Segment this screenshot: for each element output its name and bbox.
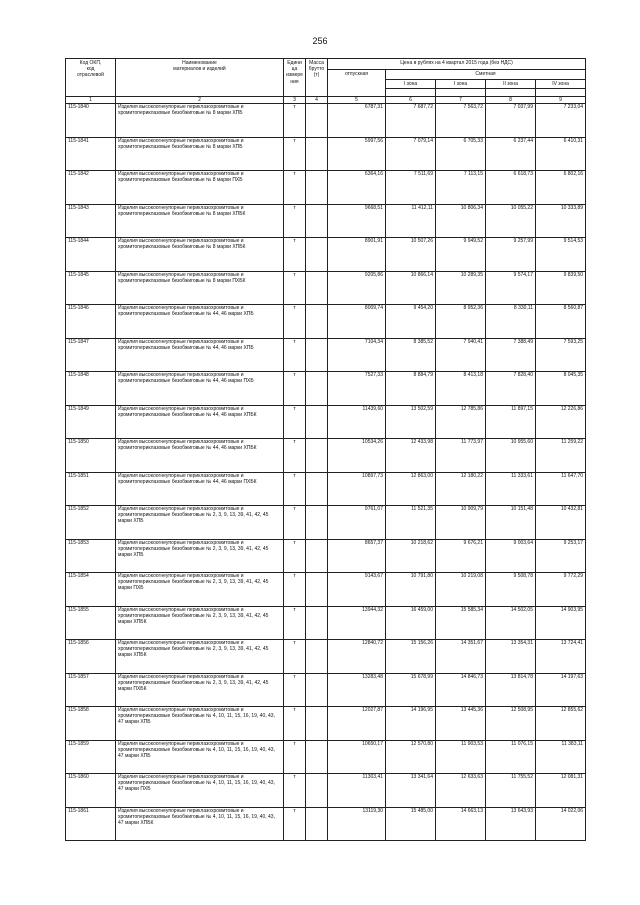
cell-unit: т [284,472,306,506]
cell-zone3-price: 9 508,78 [486,573,536,607]
cell-unit: т [284,506,306,540]
cell-unit: т [284,640,306,674]
cell-mass [306,740,328,774]
table-row [66,372,586,406]
cell-unit: т [284,104,306,138]
cell-zone3-price: 9 574,17 [486,271,536,305]
cell-zone2-price: 10 289,35 [436,271,486,305]
cell-code: 115-1856 [66,640,116,674]
cell-zone3-price: 14 502,05 [486,606,536,640]
cell-code: 115-1853 [66,539,116,573]
cell-zone1-price: 10 507,26 [386,238,436,272]
cell-zone1-price: 10 791,80 [386,573,436,607]
cell-release-price: 9143,67 [328,573,386,607]
cell-zone1-price: 14 196,95 [386,707,436,741]
cell-zone2-price: 13 445,36 [436,707,486,741]
cell-unit: т [284,439,306,473]
table-row [66,774,586,808]
price-table [65,58,586,841]
cell-zone2-price: 12 785,86 [436,405,486,439]
table-row [66,807,586,841]
cell-unit: т [284,204,306,238]
cell-mass [306,472,328,506]
cell-zone1-price: 16 459,00 [386,606,436,640]
cell-zone4-price: 6 802,16 [536,171,586,205]
cell-name: Изделия высокоогнеупорные периклазохромитовые и хромитопериклазовые безобжиговые № 44, 46 марки ХПБК [116,405,284,439]
cell-zone1-price: 7 687,72 [386,104,436,138]
cell-zone2-price: 15 585,34 [436,606,486,640]
cell-code: 115-1850 [66,439,116,473]
cell-code: 115-1840 [66,104,116,138]
cell-zone3-price: 6 618,73 [486,171,536,205]
cell-name: Изделия высокоогнеупорные периклазохромитовые и хромитопериклазовые безобжиговые № 2, 3, 9, 13, 39, 41, 42, 45 марки ХПБК [116,606,284,640]
cell-zone3-price: 8 330,11 [486,305,536,339]
cell-zone4-price: 14 903,95 [536,606,586,640]
page-number: 256 [312,36,328,46]
cell-zone1-price: 11 412,11 [386,204,436,238]
table-row [66,104,586,138]
cell-zone4-price: 10 432,81 [536,506,586,540]
cell-mass [306,506,328,540]
cell-unit: т [284,137,306,171]
header-zone-2: I зона [436,80,486,89]
cell-code: 115-1860 [66,774,116,808]
cell-zone2-price: 14 351,67 [436,640,486,674]
cell-zone2-price: 9 949,52 [436,238,486,272]
cell-unit: т [284,338,306,372]
header-zone-3: II зона [486,80,536,89]
cell-mass [306,305,328,339]
cell-mass [306,439,328,473]
cell-release-price: 9668,51 [328,204,386,238]
cell-zone3-price: 11 076,15 [486,740,536,774]
cell-release-price: 9205,86 [328,271,386,305]
cell-zone2-price: 11 903,53 [436,740,486,774]
cell-zone3-price: 13 354,31 [486,640,536,674]
table-row [66,606,586,640]
cell-unit: т [284,271,306,305]
cell-unit: т [284,573,306,607]
cell-release-price: 6787,31 [328,104,386,138]
cell-release-price: 7527,33 [328,372,386,406]
cell-code: 115-1851 [66,472,116,506]
header-zone-4: IV зона [536,80,586,89]
cell-unit: т [284,238,306,272]
cell-release-price: 6364,16 [328,171,386,205]
cell-mass [306,573,328,607]
table-row [66,439,586,473]
cell-zone2-price: 8 413,18 [436,372,486,406]
cell-zone1-price: 11 521,35 [386,506,436,540]
cell-name: Изделия высокоогнеупорные периклазохромитовые и хромитопериклазовые безобжиговые № 8 марки ПХБК [116,271,284,305]
header-price-group: Цена в рублях на 4 квартал 2015 года (без НДС) [328,59,586,70]
cell-release-price: 12840,72 [328,640,386,674]
cell-code: 115-1848 [66,372,116,406]
cell-zone4-price: 12 855,62 [536,707,586,741]
cell-zone3-price: 11 333,61 [486,472,536,506]
cell-zone2-price: 12 180,22 [436,472,486,506]
cell-zone2-price: 14 663,13 [436,807,486,841]
table-row [66,338,586,372]
cell-name: Изделия высокоогнеупорные периклазохромитовые и хромитопериклазовые безобжиговые № 4, 10, 11, 15, 16, 19, 40, 43, 47 марки ХПБК [116,807,284,841]
table-row [66,204,586,238]
table-row [66,305,586,339]
header-code: Код ОКП, код отраслевой [66,59,116,97]
cell-code: 115-1861 [66,807,116,841]
cell-name: Изделия высокоогнеупорные периклазохромитовые и хромитопериклазовые безобжиговые № 44, 46 марки ХПБ [116,338,284,372]
cell-name: Изделия высокоогнеупорные периклазохромитовые и хромитопериклазовые безобжиговые № 2, 3, 9, 13, 39, 41, 42, 45 марки ХПБ [116,539,284,573]
cell-code: 115-1841 [66,137,116,171]
cell-unit: т [284,606,306,640]
cell-zone1-price: 10 218,62 [386,539,436,573]
cell-code: 115-1842 [66,171,116,205]
cell-unit: т [284,539,306,573]
cell-unit: т [284,740,306,774]
cell-zone3-price: 7 037,99 [486,104,536,138]
cell-release-price: 8901,91 [328,238,386,272]
cell-mass [306,171,328,205]
cell-zone1-price: 8 385,52 [386,338,436,372]
cell-mass [306,338,328,372]
cell-zone2-price: 8 952,36 [436,305,486,339]
cell-mass [306,204,328,238]
cell-zone2-price: 11 773,97 [436,439,486,473]
cell-zone3-price: 13 643,93 [486,807,536,841]
cell-zone4-price: 12 226,86 [536,405,586,439]
table-row [66,506,586,540]
table-row [66,271,586,305]
cell-zone4-price: 14 022,06 [536,807,586,841]
cell-zone4-price: 9 839,50 [536,271,586,305]
cell-release-price: 11303,41 [328,774,386,808]
cell-zone4-price: 9 772,29 [536,573,586,607]
cell-name: Изделия высокоогнеупорные периклазохромитовые и хромитопериклазовые безобжиговые № 4, 10, 11, 15, 16, 19, 40, 43, 47 марки ХПБ [116,740,284,774]
cell-code: 115-1859 [66,740,116,774]
cell-zone2-price: 7 940,41 [436,338,486,372]
cell-name: Изделия высокоогнеупорные периклазохромитовые и хромитопериклазовые безобжиговые № 8 марки ХПБК [116,204,284,238]
cell-release-price: 5997,56 [328,137,386,171]
cell-zone3-price: 12 508,95 [486,707,536,741]
cell-name: Изделия высокоогнеупорные периклазохромитовые и хромитопериклазовые безобжиговые № 8 марки ХПБК [116,238,284,272]
cell-zone3-price: 10 055,22 [486,204,536,238]
cell-code: 115-1846 [66,305,116,339]
cell-zone4-price: 12 081,31 [536,774,586,808]
cell-mass [306,104,328,138]
cell-release-price: 12027,87 [328,707,386,741]
cell-release-price: 9761,07 [328,506,386,540]
cell-release-price: 10897,73 [328,472,386,506]
cell-code: 115-1849 [66,405,116,439]
cell-code: 115-1855 [66,606,116,640]
cell-code: 115-1854 [66,573,116,607]
cell-unit: т [284,305,306,339]
cell-zone1-price: 15 156,26 [386,640,436,674]
column-number-row: 1 2 3 4 5 6 7 8 9 [66,97,586,104]
cell-zone1-price: 9 454,20 [386,305,436,339]
cell-zone2-price: 10 219,08 [436,573,486,607]
cell-zone4-price: 7 593,25 [536,338,586,372]
cell-unit: т [284,372,306,406]
cell-unit: т [284,807,306,841]
cell-zone3-price: 6 237,44 [486,137,536,171]
cell-release-price: 13944,32 [328,606,386,640]
cell-name: Изделия высокоогнеупорные периклазохромитовые и хромитопериклазовые безобжиговые № 44, 46 марки ПХБ [116,372,284,406]
header-release: отпускная [328,70,386,97]
cell-mass [306,372,328,406]
cell-code: 115-1847 [66,338,116,372]
cell-zone4-price: 8 560,87 [536,305,586,339]
cell-zone2-price: 10 909,79 [436,506,486,540]
cell-code: 115-1858 [66,707,116,741]
cell-zone4-price: 10 333,89 [536,204,586,238]
cell-name: Изделия высокоогнеупорные периклазохромитовые и хромитопериклазовые безобжиговые № 2, 3, 9, 13, 39, 41, 42, 45 марки ПХБ [116,573,284,607]
cell-release-price: 13119,30 [328,807,386,841]
cell-unit: т [284,171,306,205]
table-row [66,673,586,707]
cell-zone4-price: 6 410,31 [536,137,586,171]
table-row [66,707,586,741]
cell-name: Изделия высокоогнеупорные периклазохромитовые и хромитопериклазовые безобжиговые № 2, 3, 9, 13, 39, 41, 42, 45 марки ХПБ [116,506,284,540]
cell-zone2-price: 9 676,21 [436,539,486,573]
cell-code: 115-1845 [66,271,116,305]
cell-mass [306,405,328,439]
cell-name: Изделия высокоогнеупорные периклазохромитовые и хромитопериклазовые безобжиговые № 44, 46 марки ХПБК [116,439,284,473]
cell-mass [306,137,328,171]
cell-mass [306,673,328,707]
cell-zone3-price: 10 151,48 [486,506,536,540]
cell-zone1-price: 7 079,14 [386,137,436,171]
header-mass: Масса брутто (т) [306,59,328,97]
cell-mass [306,774,328,808]
cell-release-price: 8009,74 [328,305,386,339]
cell-mass [306,807,328,841]
table-row [66,171,586,205]
cell-zone1-price: 13 502,59 [386,405,436,439]
cell-zone3-price: 13 814,78 [486,673,536,707]
cell-unit: т [284,774,306,808]
cell-zone4-price: 9 514,53 [536,238,586,272]
cell-zone2-price: 12 633,63 [436,774,486,808]
cell-name: Изделия высокоогнеупорные периклазохромитовые и хромитопериклазовые безобжиговые № 4, 10, 11, 15, 16, 19, 40, 43, 47 марки ПХБ [116,774,284,808]
cell-zone1-price: 15 485,00 [386,807,436,841]
cell-release-price: 11439,60 [328,405,386,439]
cell-zone4-price: 13 724,41 [536,640,586,674]
table-row [66,573,586,607]
cell-zone1-price: 8 884,79 [386,372,436,406]
cell-name: Изделия высокоогнеупорные периклазохромитовые и хромитопериклазовые безобжиговые № 2, 3, 9, 13, 39, 41, 42, 45 марки ПХБК [116,673,284,707]
table-row [66,740,586,774]
cell-mass [306,707,328,741]
cell-zone1-price: 12 433,98 [386,439,436,473]
table-row [66,539,586,573]
cell-release-price: 10650,17 [328,740,386,774]
header-zone-1: I зона [386,80,436,89]
header-name: Наименование материалов и изделий [116,59,284,97]
cell-name: Изделия высокоогнеупорные периклазохромитовые и хромитопериклазовые безобжиговые № 8 марки ХПБ [116,137,284,171]
cell-name: Изделия высокоогнеупорные периклазохромитовые и хромитопериклазовые безобжиговые № 44, 46 марки ПХБК [116,472,284,506]
cell-zone4-price: 11 647,70 [536,472,586,506]
header-estimate: Сметная [386,70,586,80]
cell-name: Изделия высокоогнеупорные периклазохромитовые и хромитопериклазовые безобжиговые № 44, 46 марки ХПБ [116,305,284,339]
cell-zone2-price: 7 113,15 [436,171,486,205]
cell-zone4-price: 8 045,35 [536,372,586,406]
cell-name: Изделия высокоогнеупорные периклазохромитовые и хромитопериклазовые безобжиговые № 2, 3, 9, 13, 39, 41, 42, 45 марки ХПБК [116,640,284,674]
cell-zone1-price: 12 570,80 [386,740,436,774]
cell-code: 115-1857 [66,673,116,707]
cell-zone4-price: 11 259,22 [536,439,586,473]
cell-mass [306,640,328,674]
cell-unit: т [284,673,306,707]
cell-code: 115-1852 [66,506,116,540]
cell-zone1-price: 12 863,00 [386,472,436,506]
cell-name: Изделия высокоогнеупорные периклазохромитовые и хромитопериклазовые безобжиговые № 8 марки ХПБ [116,104,284,138]
cell-zone2-price: 14 846,73 [436,673,486,707]
cell-code: 115-1843 [66,204,116,238]
cell-zone4-price: 9 253,17 [536,539,586,573]
cell-mass [306,271,328,305]
cell-zone3-price: 11 897,15 [486,405,536,439]
cell-zone1-price: 15 678,99 [386,673,436,707]
cell-release-price: 8657,37 [328,539,386,573]
cell-zone3-price: 7 388,49 [486,338,536,372]
cell-release-price: 10534,26 [328,439,386,473]
table-row [66,472,586,506]
cell-zone4-price: 7 233,04 [536,104,586,138]
cell-zone1-price: 7 511,69 [386,171,436,205]
cell-code: 115-1844 [66,238,116,272]
cell-mass [306,238,328,272]
cell-release-price: 7104,34 [328,338,386,372]
cell-zone1-price: 13 341,64 [386,774,436,808]
cell-zone2-price: 6 705,33 [436,137,486,171]
cell-zone2-price: 7 563,72 [436,104,486,138]
table-row [66,640,586,674]
cell-zone3-price: 10 955,60 [486,439,536,473]
cell-zone4-price: 11 383,11 [536,740,586,774]
cell-release-price: 13283,48 [328,673,386,707]
cell-mass [306,606,328,640]
cell-unit: т [284,405,306,439]
cell-zone3-price: 9 257,99 [486,238,536,272]
cell-zone2-price: 10 806,34 [436,204,486,238]
header-unit: Едини ца измере ния [284,59,306,97]
cell-zone3-price: 9 003,64 [486,539,536,573]
table-row [66,137,586,171]
cell-unit: т [284,707,306,741]
cell-name: Изделия высокоогнеупорные периклазохромитовые и хромитопериклазовые безобжиговые № 4, 10, 11, 15, 16, 19, 40, 43, 47 марки ХПБ [116,707,284,741]
table-row [66,405,586,439]
table-row [66,238,586,272]
cell-zone3-price: 11 755,52 [486,774,536,808]
cell-zone1-price: 10 866,14 [386,271,436,305]
cell-zone3-price: 7 828,40 [486,372,536,406]
cell-zone4-price: 14 197,63 [536,673,586,707]
cell-mass [306,539,328,573]
cell-name: Изделия высокоогнеупорные периклазохромитовые и хромитопериклазовые безобжиговые № 8 марки ПХБ [116,171,284,205]
